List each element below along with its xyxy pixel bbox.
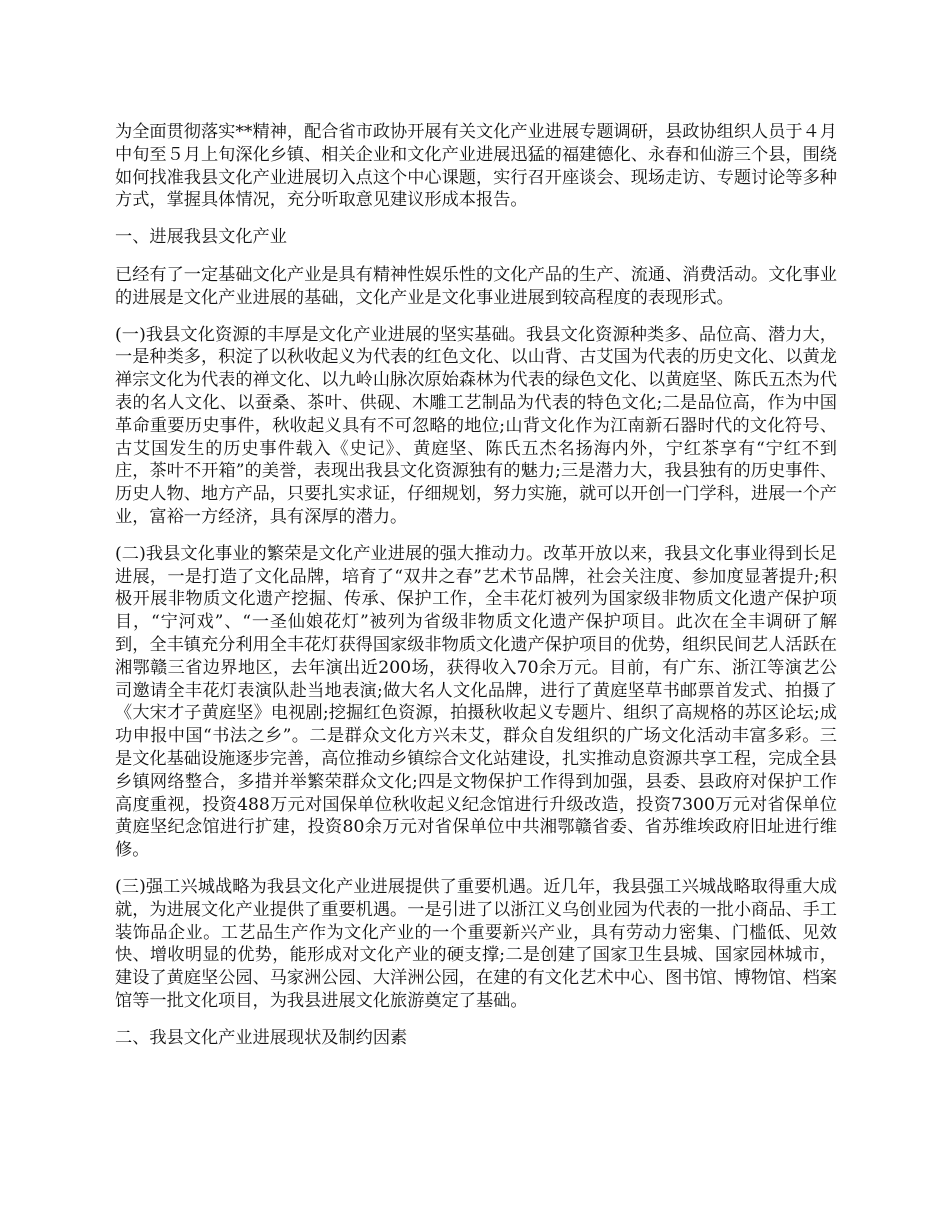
paragraph-resources: (一)我县文化资源的丰厚是文化产业进展的坚实基础。我县文化资源种类多、品位高、潜力大，一是种类多，积淀了以秋收起义为代表的红色文化、以山背、古艾国为代表的历史文化、以黄龙禅宗文化为代表的禅文化、以九岭山脉次原始森林为代表的绿色文化、以黄庭坚、陈氏五杰为代表的名人文化、以蚕桑、茶叶、供砚、木雕工艺制品为代表的特色文化;二是品位高，作为中国革命重要历史事件，秋收起义具有不可忽略的地位;山背文化作为江南新石器时代的文化符号、古艾国发生的历史事件载入《史记》、黄庭坚、陈氏五杰名扬海内外，宁红茶享有“宁红不到庄，茶叶不开箱”的美誉，表现出我县文化资源独有的魅力;三是潜力大，我县独有的历史事件、历史人物、地方产品，只要扎实求证，仔细规划，努力实施，就可以开创一门学科，进展一个产业，富裕一方经济，具有深厚的潜力。 — [115, 324, 837, 527]
paragraph-cultural-undertakings: (二)我县文化事业的繁荣是文化产业进展的强大推动力。改革开放以来，我县文化事业得到长足进展，一是打造了文化品牌，培育了“双井之春”艺术节品牌，社会关注度、参加度显著提升;积极开展非物质文化遗产挖掘、传承、保护工作，全丰花灯被列为国家级非物质文化遗产保护项目，“宁河戏”、“一圣仙娘花灯”被列为省级非物质文化遗产保护项目。此次在全丰调研了解到，全丰镇充分利用全丰花灯获得国家级非物质文化遗产保护项目的优势，组织民间艺人活跃在湘鄂赣三省边界地区，去年演出近200场，获得收入70余万元。目前，有广东、浙江等演艺公司邀请全丰花灯表演队赴当地表演;做大名人文化品牌，进行了黄庭坚草书邮票首发式、拍摄了《大宋才子黄庭坚》电视剧;挖掘红色资源，拍摄秋收起义专题片、组织了高规格的苏区论坛;成功申报中国“书法之乡”。二是群众文化方兴未艾，群众自发组织的广场文化活动丰富多彩。三是文化基础设施逐步完善，高位推动乡镇综合文化站建设，扎实推动息资源共享工程，完成全县乡镇网络整合，多措并举繁荣群众文化;四是文物保护工作得到加强，县委、县政府对保护工作高度重视，投资488万元对国保单位秋收起义纪念馆进行升级改造，投资7300万元对省保单位黄庭坚纪念馆进行扩建，投资80余万元对省保单位中共湘鄂赣省委、省苏维埃政府旧址进行维修。 — [115, 543, 837, 861]
section-heading-2: 二、我县文化产业进展现状及制约因素 — [115, 1027, 408, 1048]
intro-paragraph: 为全面贯彻落实**精神，配合省市政协开展有关文化产业进展专题调研，县政协组织人员于４月中旬至５月上旬深化乡镇、相关企业和文化产业进展迅猛的福建德化、永春和仙游三个县，围绕如何找准我县文化产业进展切入点这个中心课题，实行召开座谈会、现场走访、专题讨论等多种方式，掌握具体情况，充分听取意见建议形成本报告。 — [115, 122, 837, 211]
document-body — [115, 121, 837, 1064]
paragraph-foundation: 已经有了一定基础文化产业是具有精神性娱乐性的文化产品的生产、流通、消费活动。文化事业的进展是文化产业进展的基础，文化产业是文化事业进展到较高程度的表现形式。 — [115, 264, 837, 308]
paragraph-industrial-strategy: (三)强工兴城战略为我县文化产业进展提供了重要机遇。近几年，我县强工兴城战略取得重大成就，为进展文化产业提供了重要机遇。一是引进了以浙江义乌创业园为代表的一批小商品、手工装饰品企业。工艺品生产作为文化产业的一个重要新兴产业，具有劳动力密集、门槛低、见效快、增收明显的优势，能形成对文化产业的硬支撑;二是创建了国家卫生县城、国家园林城市，建设了黄庭坚公园、马家洲公园、大洋洲公园，在建的有文化艺术中心、图书馆、博物馆、档案馆等一批文化项目，为我县进展文化旅游奠定了基础。 — [115, 876, 837, 1011]
section-heading-1: 一、进展我县文化产业 — [115, 227, 287, 248]
